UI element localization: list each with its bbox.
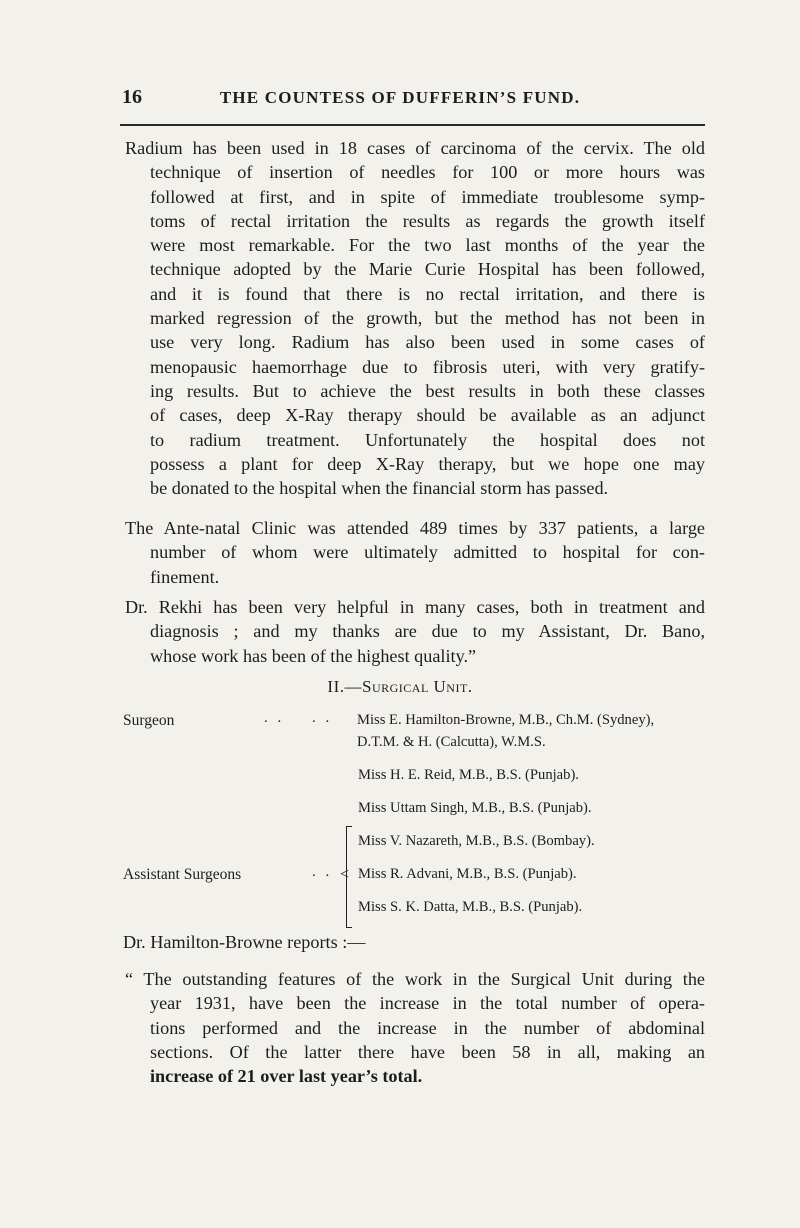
assistant-surgeon: Miss Uttam Singh, M.B., B.S. (Punjab). — [358, 800, 592, 816]
text-line: number of whom were ultimately admitted to hospital for con- — [150, 542, 705, 563]
text-line: toms of rectal irritation the results as regards the growth itself — [150, 210, 705, 231]
surgeon-name: Miss E. Hamilton-Browne, M.B., Ch.M. (Sydney), — [357, 712, 655, 728]
text-line: sections. Of the latter there have been 58 in all, making an — [150, 1041, 705, 1062]
assistant-surgeon: Miss R. Advani, M.B., B.S. (Punjab). — [358, 866, 577, 882]
assistant-surgeon: Miss S. K. Datta, M.B., B.S. (Punjab). — [358, 899, 583, 915]
text-line: Radium has been used in 18 cases of carcinoma of the cervix. The old — [125, 138, 705, 158]
text-line: finement. — [150, 566, 220, 587]
text-line: followed at first, and in spite of immediate troublesome symp- — [150, 186, 705, 207]
text-line: whose work has been of the highest quality.” — [150, 645, 477, 666]
paragraph-radium — [125, 136, 705, 500]
text-line: were most remarkable. For the two last months of the year the — [150, 235, 705, 256]
assistant-surgeons-label: Assistant Surgeons — [123, 866, 242, 883]
brace-point: < — [340, 866, 350, 883]
page-number: 16 — [122, 86, 142, 108]
assistant-surgeon: Miss V. Nazareth, M.B., B.S. (Bombay). — [358, 833, 595, 849]
leader-dots: . . — [312, 710, 333, 726]
text-line: diagnosis ; and my thanks are due to my Assistant, Dr. Bano, — [150, 621, 705, 642]
text-line: technique of insertion of needles for 100 or more hours was — [150, 162, 705, 183]
text-line: and it is found that there is no rectal irritation, and there is — [150, 283, 705, 304]
text-line: use very long. Radium has also been used in some cases of — [150, 332, 705, 353]
paragraph-thanks — [125, 595, 705, 668]
text-line: Dr. Rekhi has been very helpful in many cases, both in treatment and — [125, 597, 705, 617]
assistant-surgeon: Miss H. E. Reid, M.B., B.S. (Punjab). — [358, 767, 579, 783]
text-line: tions performed and the increase in the number of abdominal — [150, 1017, 705, 1038]
text-line: to radium treatment. Unfortunately the hospital does not — [150, 429, 705, 450]
paragraph-surgical-report — [125, 967, 705, 1088]
text-line: of cases, deep X-Ray therapy should be available as an adjunct — [150, 405, 705, 426]
surgeon-label: Surgeon — [123, 712, 175, 729]
text-line: year 1931, have been the increase in the total number of opera- — [150, 993, 705, 1014]
reports-line: Dr. Hamilton-Browne reports :— — [123, 932, 366, 952]
text-line: be donated to the hospital when the financial storm has passed. — [150, 478, 609, 499]
text-line: ing results. But to achieve the best results in both these classes — [150, 380, 705, 401]
text-line: The Ante-natal Clinic was attended 489 times by 337 patients, a large — [125, 518, 705, 538]
text-line: increase of 21 over last year’s total. — [150, 1066, 423, 1087]
running-title: THE COUNTESS OF DUFFERIN’S FUND. — [219, 88, 581, 107]
leader-dots: . . — [312, 864, 333, 880]
page-header — [0, 86, 800, 116]
paragraph-antenatal — [125, 516, 705, 589]
surgeon-qualifications: D.T.M. & H. (Calcutta), W.M.S. — [357, 734, 546, 750]
text-line: menopausic haemorrhage due to fibrosis uteri, with very gratify- — [150, 356, 705, 377]
text-line: technique adopted by the Marie Curie Hospital has been followed, — [150, 259, 705, 280]
leader-dots: . . — [264, 710, 285, 726]
text-line: marked regression of the growth, but the method has not been in — [150, 308, 705, 329]
text-line: possess a plant for deep X-Ray therapy, but we hope one may — [150, 453, 705, 474]
section-title: II.—Surgical Unit. — [327, 677, 473, 696]
header-rule — [120, 124, 705, 126]
text-line: “ The outstanding features of the work in the Surgical Unit during the — [125, 969, 705, 989]
